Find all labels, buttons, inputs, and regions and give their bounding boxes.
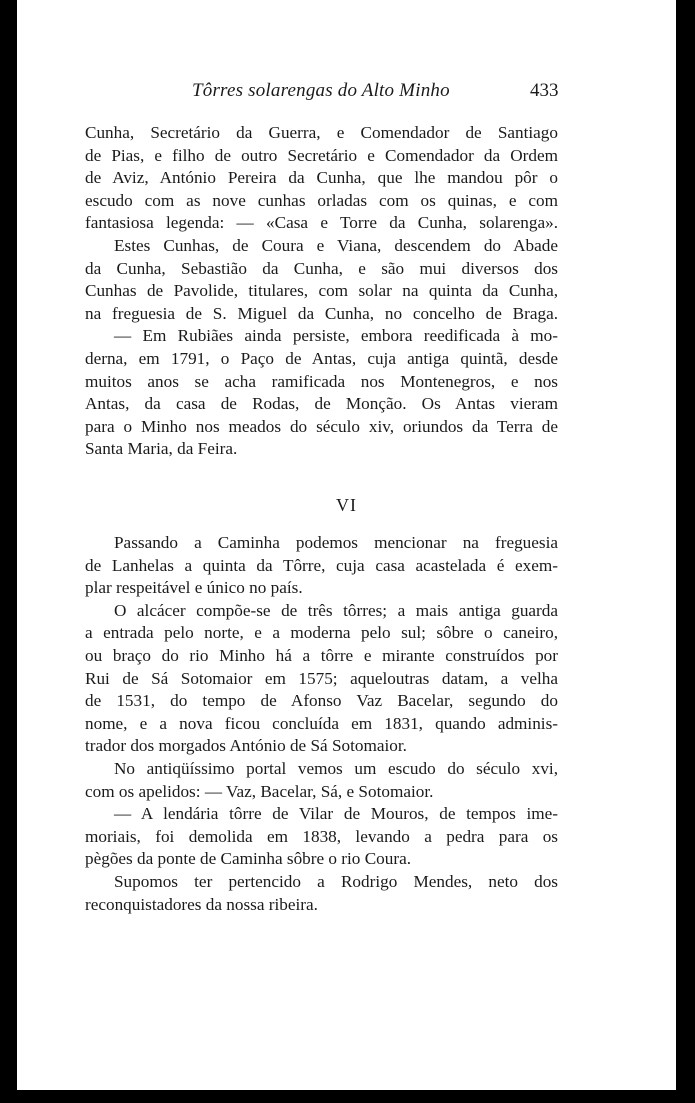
text-block-1 — [85, 122, 558, 461]
text-line: para o Minho nos meados do século xiv, oriundos da Terra de — [85, 416, 558, 436]
section-heading: VI — [336, 495, 357, 515]
text-line: Santa Maria, da Feira. — [85, 439, 238, 459]
text-line: Antas, da casa de Rodas, de Monção. Os Antas vieram — [85, 394, 558, 414]
text-line: moriais, foi demolida em 1838, levando a pedra para os — [85, 826, 558, 846]
text-block-2 — [85, 532, 558, 916]
text-line: muitos anos se acha ramificada nos Montenegros, e nos — [85, 371, 558, 391]
text-line: escudo com as nove cunhas orladas com os quinas, e com — [85, 190, 558, 210]
text-line: plar respeitável e único no país. — [85, 578, 303, 598]
text-line: O alcácer compõe-se de três tôrres; a mais antiga guarda — [114, 600, 558, 620]
text-line: ou braço do rio Minho há a tôrre e mirante construídos por — [85, 645, 558, 665]
text-line: de Aviz, António Pereira da Cunha, que lhe mandou pôr o — [85, 168, 558, 188]
text-line: da Cunha, Sebastião da Cunha, e são mui diversos dos — [85, 258, 558, 278]
text-line: nome, e a nova ficou concluída em 1831, quando adminis- — [85, 713, 558, 733]
text-line: No antiqüíssimo portal vemos um escudo do século xvi, — [114, 758, 558, 778]
running-title: Tôrres solarengas do Alto Minho — [192, 80, 450, 101]
text-line: de 1531, do tempo de Afonso Vaz Bacelar, segundo do — [85, 691, 558, 711]
text-line: a entrada pelo norte, e a moderna pelo sul; sôbre o caneiro, — [85, 623, 558, 643]
text-line: Passando a Caminha podemos mencionar na freguesia — [114, 533, 558, 552]
text-line: Rui de Sá Sotomaior em 1575; aqueloutras datam, a velha — [85, 668, 558, 688]
text-line: fantasiosa legenda: — «Casa e Torre da Cunha, solarenga». — [85, 213, 558, 233]
text-line: derna, em 1791, o Paço de Antas, cuja antiga quintã, desde — [85, 348, 558, 368]
text-line: de Lanhelas a quinta da Tôrre, cuja casa acastelada é exem- — [85, 555, 558, 575]
text-line: — Em Rubiães ainda persiste, embora reedificada à mo- — [114, 326, 558, 346]
text-line: Cunha, Secretário da Guerra, e Comendador de Santiago — [85, 123, 558, 142]
text-line: pègões da ponte de Caminha sôbre o rio Coura. — [85, 849, 412, 869]
text-line: — A lendária tôrre de Vilar de Mouros, de tempos ime- — [114, 804, 558, 824]
text-line: com os apelidos: — Vaz, Bacelar, Sá, e Sotomaior. — [85, 781, 434, 801]
book-page — [17, 0, 676, 1090]
text-line: Estes Cunhas, de Coura e Viana, descendem do Abade — [114, 235, 558, 255]
text-line: trador dos morgados António de Sá Sotomaior. — [85, 736, 407, 756]
text-line: reconquistadores da nossa ribeira. — [85, 894, 318, 914]
text-line: Cunhas de Pavolide, titulares, com solar na quinta da Cunha, — [85, 281, 558, 301]
text-line: de Pias, e filho de outro Secretário e Comendador da Ordem — [85, 145, 558, 165]
page-number: 433 — [530, 80, 559, 101]
text-line: na freguesia de S. Miguel da Cunha, no concelho de Braga. — [85, 303, 558, 323]
running-head — [17, 80, 676, 110]
text-line: Supomos ter pertencido a Rodrigo Mendes, neto dos — [114, 871, 558, 891]
